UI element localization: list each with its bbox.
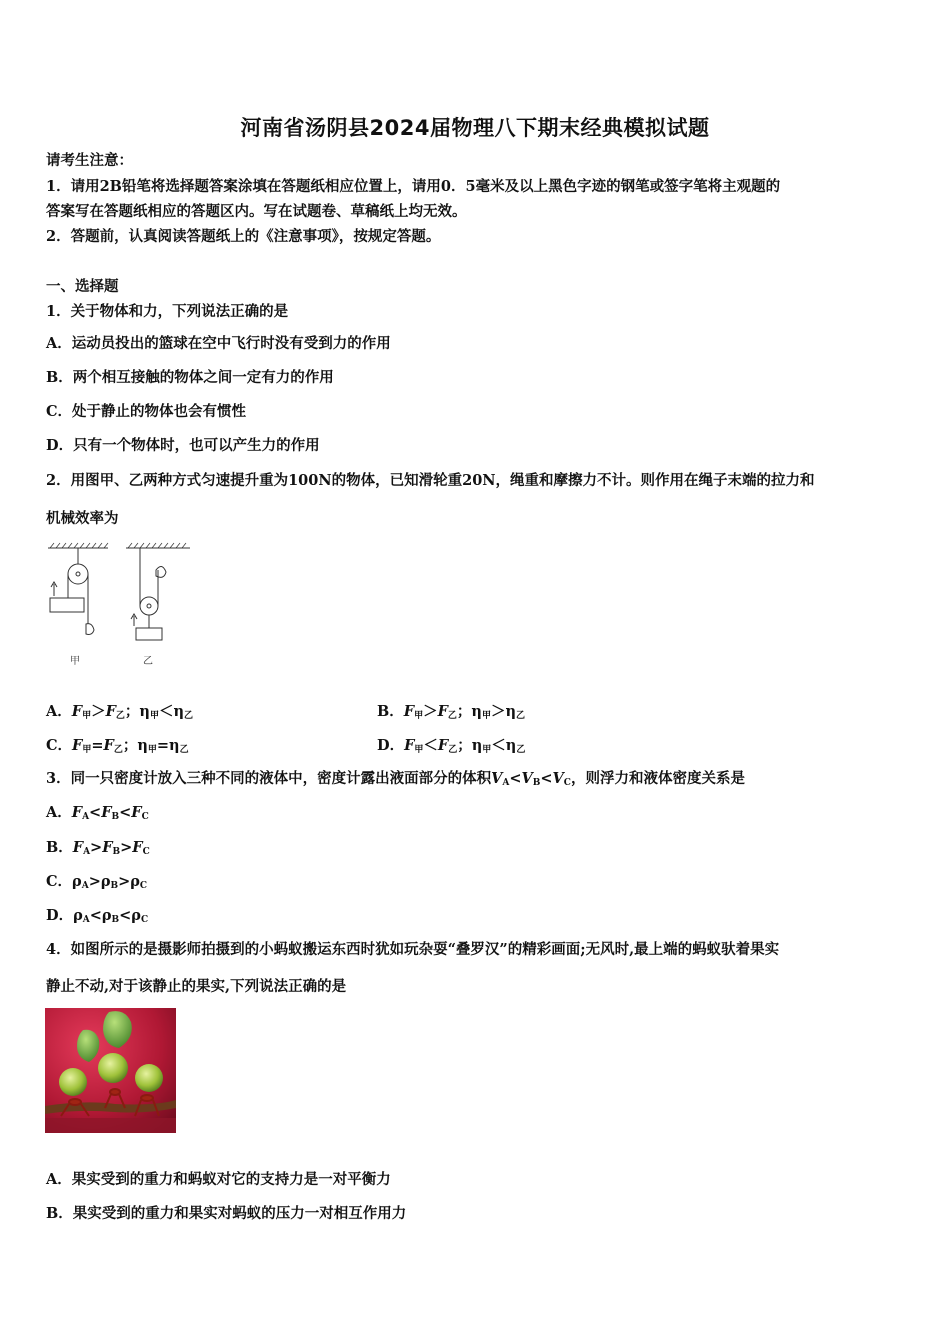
ant-fruit-photo [45, 1008, 176, 1133]
notice-item-1-line-2: 答案写在答题纸相应的答题区内。写在试题卷、草稿纸上均无效。 [46, 203, 467, 220]
question-2-option-b: B．$F_甲>F_乙$；$\eta_甲>\eta_乙$ [377, 703, 526, 721]
figure-label-jia: 甲 [70, 656, 80, 667]
page-title: 河南省汤阴县2024届物理八下期末经典模拟试题 [240, 116, 710, 140]
question-1-option-b: B．两个相互接触的物体之间一定有力的作用 [46, 369, 334, 386]
notice-item-2: 2．答题前，认真阅读答题纸上的《注意事项》，按规定答题。 [46, 228, 441, 245]
question-2-stem-line-2: 机械效率为 [46, 510, 119, 527]
question-1-stem: 1．关于物体和力，下列说法正确的是 [46, 303, 289, 320]
question-1-option-d: D．只有一个物体时，也可以产生力的作用 [46, 437, 320, 454]
question-2-option-d: D．$F_甲<F_乙$；$\eta_甲<\eta_乙$ [377, 737, 526, 755]
notice-heading: 请考生注意： [46, 152, 133, 169]
question-4-stem-line-2: 静止不动,对于该静止的果实,下列说法正确的是 [46, 978, 347, 995]
question-4-option-b: B．果实受到的重力和果实对蚂蚁的压力一对相互作用力 [46, 1205, 407, 1222]
question-4-option-a: A．果实受到的重力和蚂蚁对它的支持力是一对平衡力 [46, 1171, 391, 1188]
question-2-option-a: A．$F_甲>F_乙$；$\eta_甲<\eta_乙$ [46, 703, 194, 721]
pulley-figure [44, 540, 194, 670]
question-3-option-c: C．$\rho_A>\rho_B>\rho_C$ [46, 873, 148, 891]
question-1-option-c: C．处于静止的物体也会有惯性 [46, 403, 247, 420]
question-3-stem: 3．同一只密度计放入三种不同的液体中，密度计露出液面部分的体积$V_A<V_B<V_C$，则浮力和液体密度关系是 [46, 770, 745, 788]
figure-label-yi: 乙 [143, 656, 153, 667]
question-2-stem-line-1: 2．用图甲、乙两种方式匀速提升重为100N的物体，已知滑轮重20N，绳重和摩擦力不计。则作用在绳子末端的拉力和 [46, 472, 815, 489]
notice-item-1-line-1: 1．请用2B铅笔将选择题答案涂填在答题纸相应位置上，请用0．5毫米及以上黑色字迹的钢笔或签字笔将主观题的 [46, 178, 781, 195]
question-1-option-a: A．运动员投出的篮球在空中飞行时没有受到力的作用 [46, 335, 391, 352]
question-3-option-a: A．$F_A<F_B<F_C$ [46, 804, 149, 822]
question-2-option-c: C．$F_甲=F_乙$；$\eta_甲=\eta_乙$ [46, 737, 189, 755]
question-4-stem-line-1: 4．如图所示的是摄影师拍摄到的小蚂蚁搬运东西时犹如玩杂耍“叠罗汉”的精彩画面;无风时,最上端的蚂蚁驮着果实 [46, 941, 780, 958]
question-3-option-b: B．$F_A>F_B>F_C$ [46, 839, 150, 857]
question-3-option-d: D．$\rho_A<\rho_B<\rho_C$ [46, 907, 149, 925]
section-heading: 一、选择题 [46, 278, 119, 295]
